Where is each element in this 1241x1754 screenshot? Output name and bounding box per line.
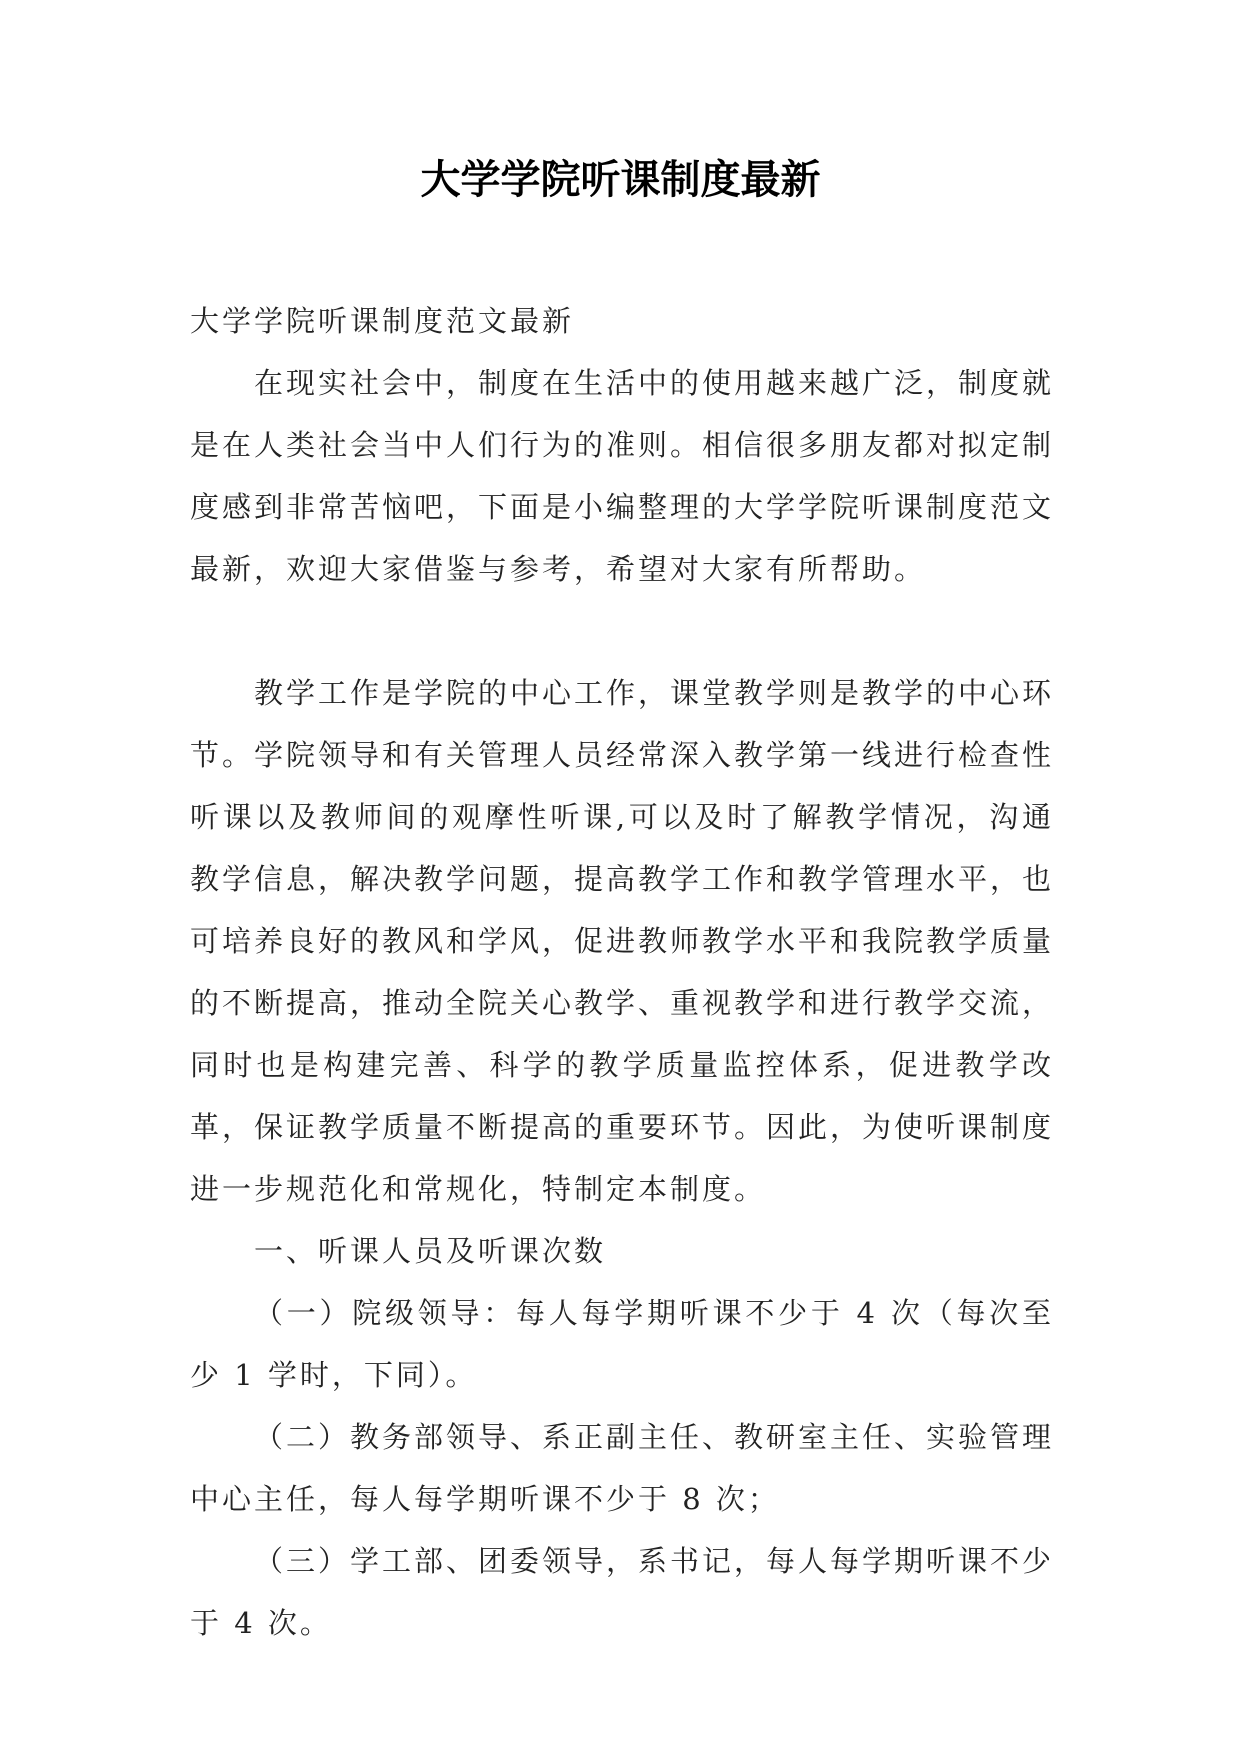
intro-paragraph: 在现实社会中，制度在生活中的使用越来越广泛，制度就是在人类社会当中人们行为的准则。相信很多朋友都对拟定制度感到非常苦恼吧，下面是小编整理的大学学院听课制度范文最新，欢迎大家借鉴与参考，希望对大家有所帮助。 (190, 366, 1055, 586)
paragraph-spacer (190, 600, 1054, 662)
main-paragraph: 教学工作是学院的中心工作，课堂教学则是教学的中心环节。学院领导和有关管理人员经常深入教学第一线进行检查性听课以及教师间的观摩性听课,可以及时了解教学情况，沟通教学信息，解决教学问题，提高教学工作和教学管理水平，也可培养良好的教风和学风，促进教师教学水平和我院教学质量的不断提高，推动全院关心教学、重视教学和进行教学交流，同时也是构建完善、科学的教学质量监控体系，促进教学改革，保证教学质量不断提高的重要环节。因此，为使听课制度进一步规范化和常规化，特制定本制度。 (190, 676, 1055, 1206)
document-subtitle: 大学学院听课制度范文最新 (190, 304, 575, 338)
section-heading: 一、听课人员及听课次数 (254, 1234, 607, 1268)
document-body (190, 290, 1054, 1654)
clause-3: （三）学工部、团委领导，系书记，每人每学期听课不少于 4 次。 (190, 1544, 1055, 1640)
clause-1: （一）院级领导：每人每学期听课不少于 4 次（每次至少 1 学时，下同）。 (190, 1296, 1054, 1392)
clause-2: （二）教务部领导、系正副主任、教研室主任、实验管理中心主任，每人每学期听课不少于 8 次； (190, 1420, 1055, 1516)
document-title: 大学学院听课制度最新 (420, 156, 821, 203)
